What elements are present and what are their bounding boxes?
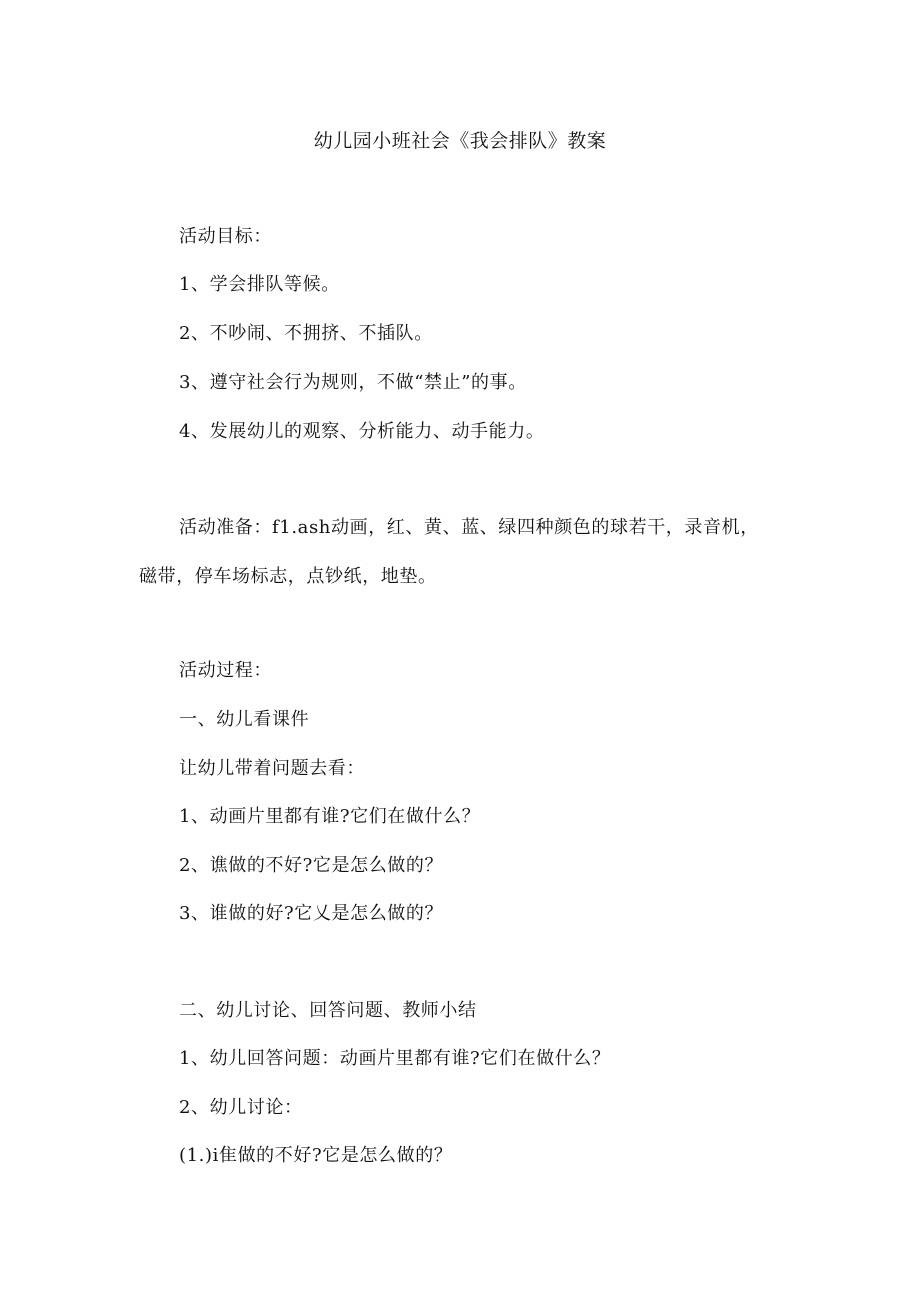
document-title: 幼儿园小班社会《我会排队》教案	[313, 130, 607, 152]
part2-item-3: (1.)i隹做的不好?它是怎么做的？	[179, 1145, 453, 1166]
part2-item-2: 2、幼儿讨论：	[179, 1097, 303, 1118]
goal-item-4: 4、发展幼儿的观察、分析能力、动手能力。	[179, 421, 545, 442]
goal-item-3: 3、遵守社会行为规则，不做“禁止”的事。	[179, 372, 527, 393]
part1-item-3: 3、谁做的好?它乂是怎么做的？	[179, 903, 444, 924]
part1-item-2: 2、谯做的不好?它是怎么做的？	[179, 855, 444, 876]
part1-heading: 一、幼儿看课件	[179, 709, 310, 730]
part2-heading: 二、幼儿讨论、回答问题、教师小结	[179, 1000, 477, 1021]
preparation-paragraph: 活动准备：f1.ash动画，红、黄、蓝、绿四种颜色的球若干，录音机，磁带，停车场标志，点钞纸，地垫。	[139, 517, 759, 587]
part1-item-1: 1、动画片里都有谁?它们在做什么？	[179, 806, 481, 827]
process-heading: 活动过程：	[179, 660, 272, 681]
goal-item-2: 2、不吵闹、不拥挤、不插队。	[179, 323, 433, 344]
goal-item-1: 1、学会排队等候。	[179, 274, 340, 295]
part1-intro: 让幼儿带着问题去看：	[179, 758, 365, 779]
goals-heading: 活动目标：	[179, 226, 272, 247]
part2-item-1: 1、幼儿回答问题：动画片里都有谁?它们在做什么？	[179, 1048, 611, 1069]
